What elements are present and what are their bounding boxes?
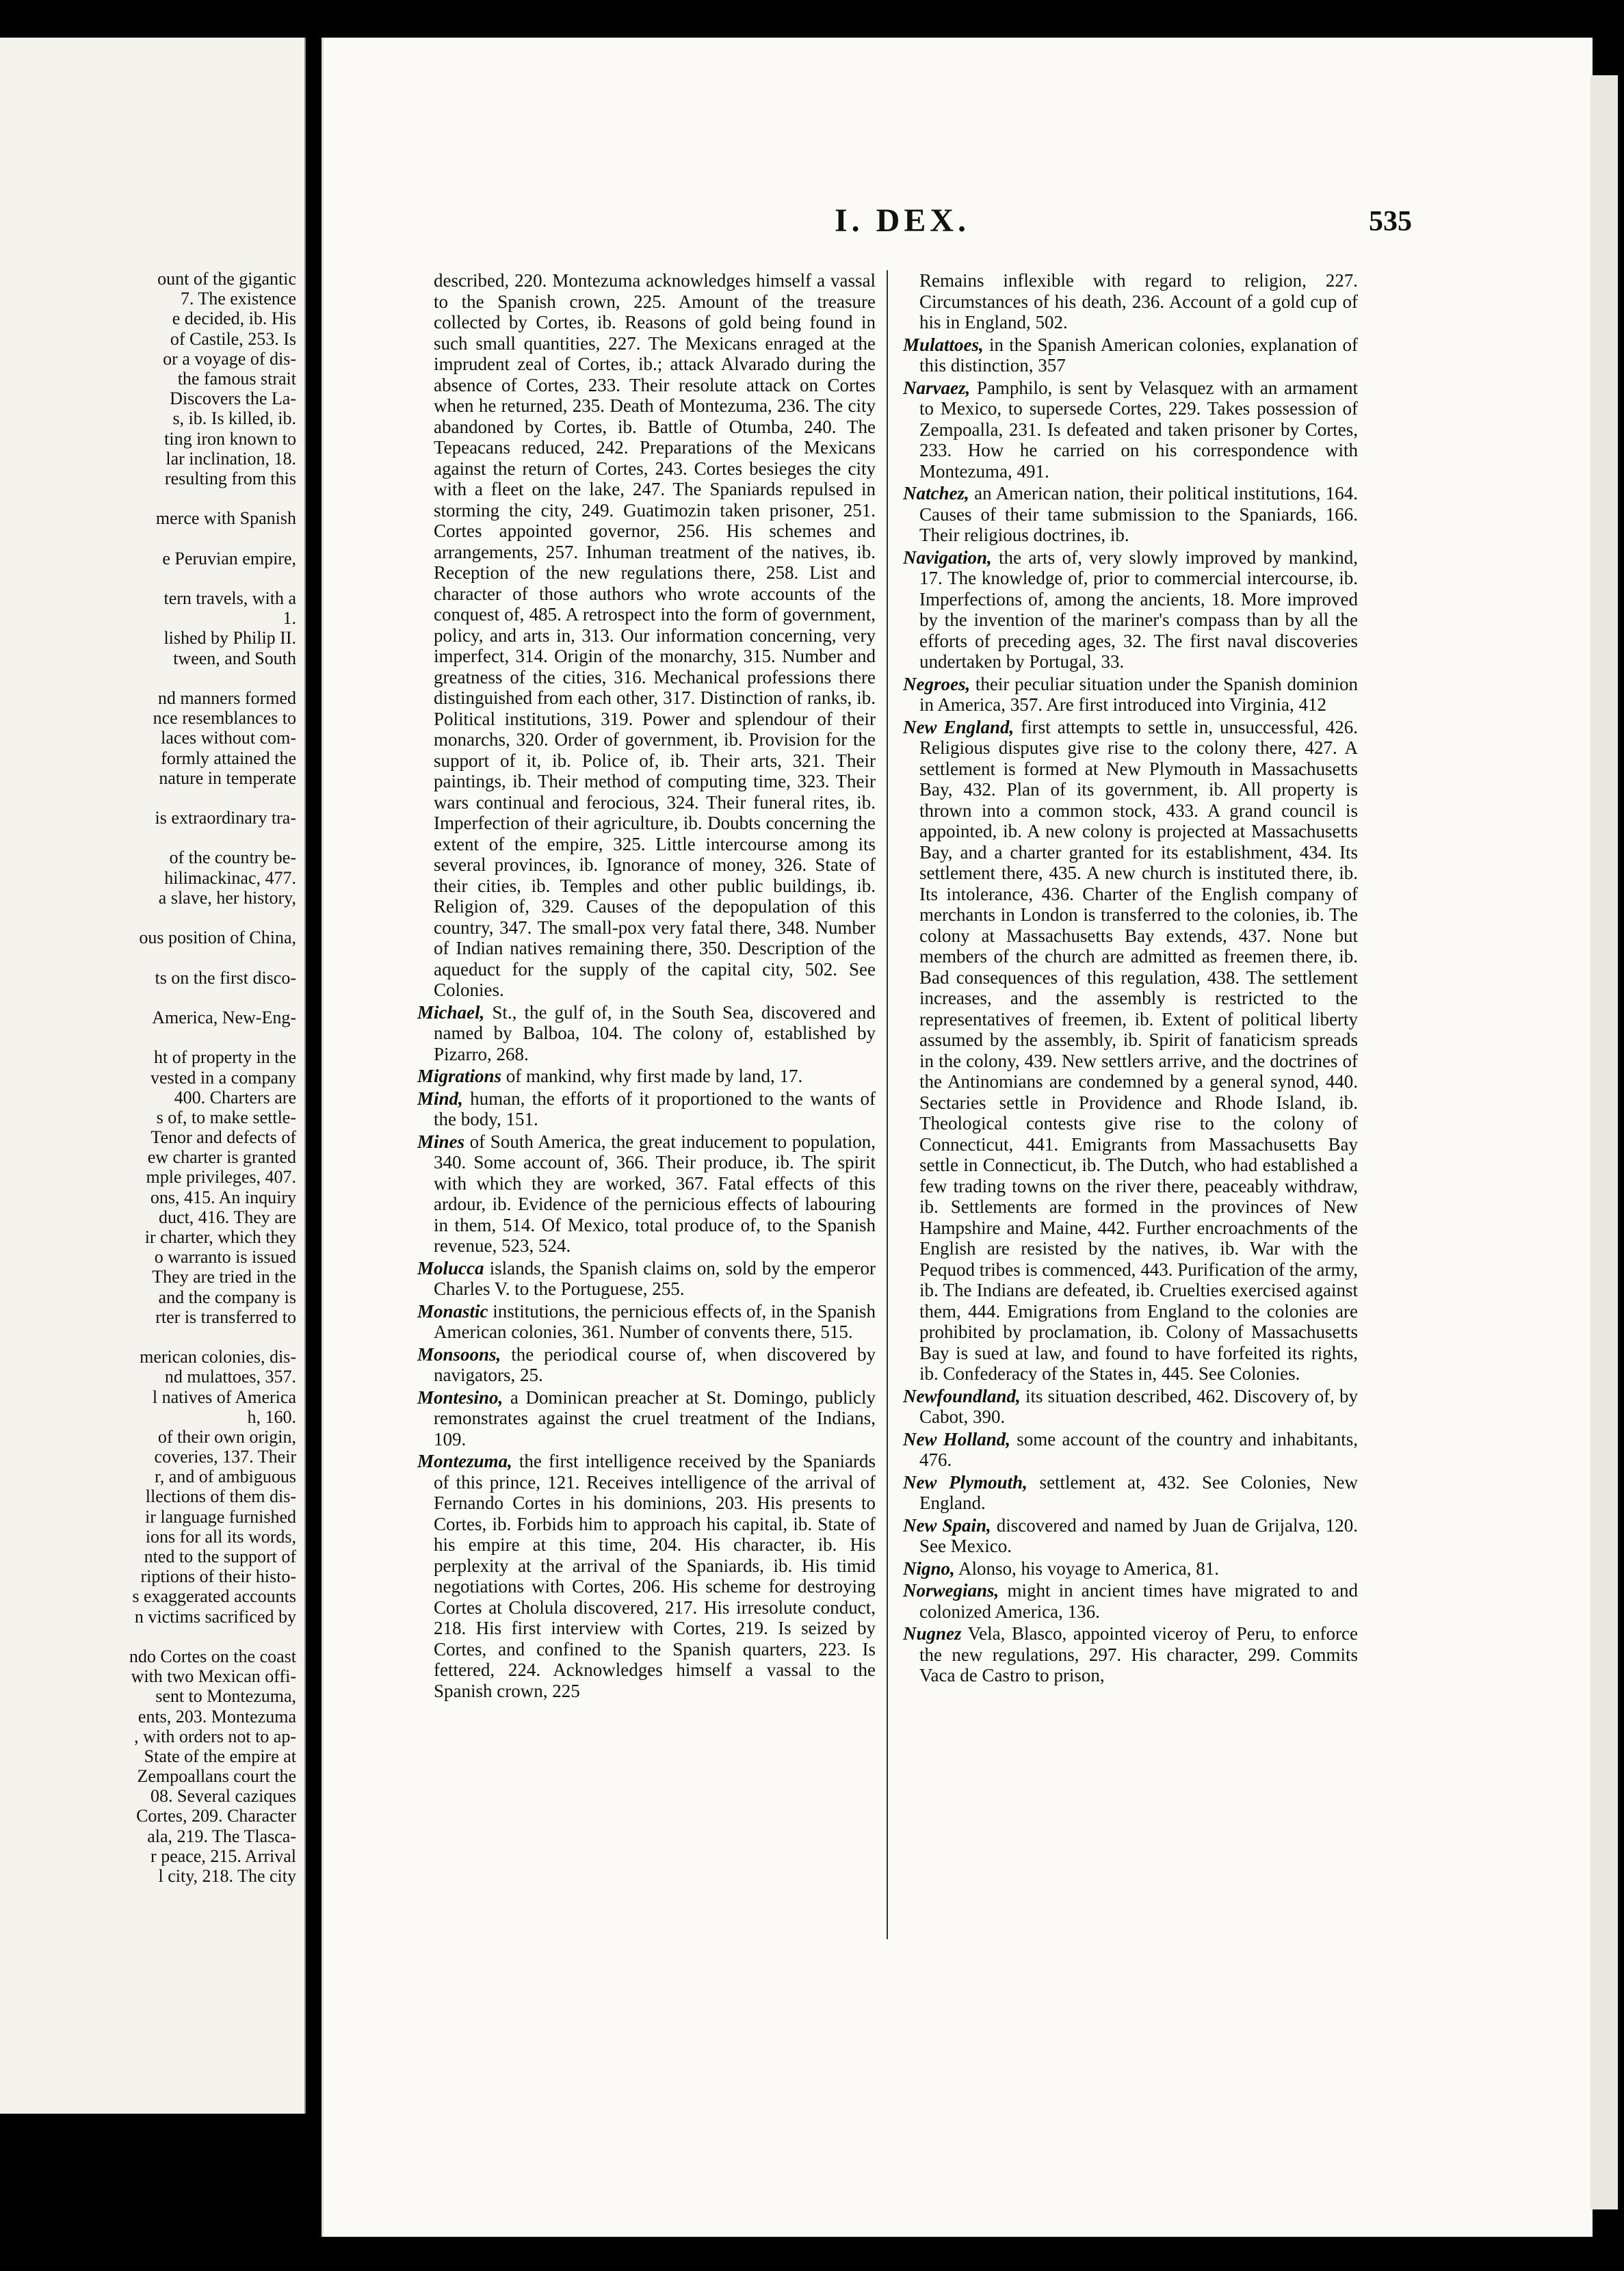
left-page-line: is extraordinary tra- [155, 808, 296, 828]
left-page-line: of their own origin, [157, 1426, 296, 1447]
left-page-line: ts on the first disco- [155, 967, 296, 988]
left-page-line: nd manners formed [157, 687, 296, 708]
left-page-line: vested in a company [150, 1067, 296, 1088]
left-page-line [2, 488, 296, 508]
index-term: Natchez, [903, 483, 969, 503]
left-page-line: merican colonies, dis- [140, 1347, 296, 1367]
index-text: islands, the Spanish claims on, sold by the emperor Charles V. to the Portuguese, 255. [434, 1257, 876, 1299]
index-text: their peculiar situation under the Spanish dominion in America, 357. Are first introduced into Virginia, 412 [919, 673, 1358, 715]
index-text: the arts of, very slowly improved by mankind, 17. The knowledge of, prior to commercial intercourse, ib. Imperfections of, among the ancients, 18. More improved by the invention of the mariner's compass than by all the efforts of preceding ages, 32. The first naval discoveries undertaken by Portugal, 33. [919, 547, 1358, 672]
left-page-line: s of, to make settle- [156, 1107, 296, 1127]
index-text: a Dominican preacher at St. Domingo, publicly remonstrates against the cruel treatment of the Indians, 109. [434, 1387, 876, 1449]
index-term: Norwegians, [903, 1580, 999, 1601]
index-term: Mines [417, 1131, 465, 1152]
left-page-line [2, 528, 296, 548]
index-text: of mankind, why first made by land, 17. [501, 1066, 803, 1086]
index-term: Migrations [417, 1066, 502, 1086]
index-entry [903, 1558, 1358, 1579]
left-page-line: sent to Montezuma, [155, 1686, 296, 1707]
column-rule [887, 270, 888, 1939]
index-entry [903, 1623, 1358, 1686]
index-text: Vela, Blasco, appointed viceroy of Peru, to enforce the new regulations, 297. His character, 299. Commits Vaca de Castro to prison, [919, 1623, 1358, 1685]
left-page-line: riptions of their histo- [140, 1566, 296, 1587]
page-edge [1590, 75, 1618, 2209]
index-term: Monastic [417, 1300, 488, 1322]
index-term: Navigation, [903, 547, 992, 568]
left-page-line: State of the empire at [144, 1746, 296, 1766]
left-page-line: l natives of America [152, 1387, 296, 1407]
left-page-line: Tenor and defects of [150, 1127, 296, 1148]
left-page-line: resulting from this [164, 468, 296, 488]
index-term: Mulattoes, [903, 334, 984, 355]
index-text: human, the efforts of it proportioned to the wants of the body, 151. [434, 1088, 876, 1129]
index-column-left [417, 270, 876, 1703]
left-page-line: laces without com- [161, 728, 296, 748]
index-term: Newfoundland, [903, 1385, 1021, 1406]
index-entry [417, 1387, 876, 1450]
index-entry [417, 1066, 876, 1087]
index-text: first attempts to settle in, unsuccessful, 426. Religious disputes give rise to the colony there, 427. A settlement is formed at New Plymouth in Massachusetts Bay, 432. Plan of its government, ib. All property is thrown into a common stock, 433. A grand council is appointed, ib. A new colony is projected at Massachusetts Bay, and a charter granted for its establishment, 434. Its settlement there, 435. A new church is instituted there, ib. Its intolerance, 436. Charter of the English company of merchants in London is transferred to the colonies, ib. The colony at Massachusetts Bay extends, 437. None but members of the church are admitted as freemen there, ib. Bad consequences of this regulation, 438. The settlement increases, and the assembly is restricted to the representatives of freemen, ib. Extent of political liberty assumed by the assembly, ib. Spirit of fanaticism spreads in the colony, 439. New settlers arrive, and the doctrines of the Antinomians are condemned by a general synod, 440. Sectaries settle in Providence and Rhode Island, ib. Theological contests give rise to the colony of Connecticut, 441. Emigrants from Massachusetts Bay settle in Connecticut, ib. The Dutch, who had established a few trading towns on the river there, peaceably withdraw, ib. Settlements are formed in the provinces of New Hampshire and Maine, 442. Further encroachments of the English are resisted by the natives, ib. War with the Pequod tribes is commenced, 443. Purification of the army, ib. The Indians are defeated, ib. Cruelties exercised against them, 444. Emigrations from England to the colonies are prohibited by proclamation, ib. Colony of Massachusetts Bay is sued at law, and found to have forfeited its rights, ib. Confederacy of the States in, 445. See Colonies. [919, 716, 1358, 1384]
index-entry [903, 1580, 1358, 1622]
index-term: Monsoons, [417, 1343, 501, 1365]
left-page-line: s exaggerated accounts [132, 1586, 296, 1607]
index-entry [903, 1515, 1358, 1557]
index-text: St., the gulf of, in the South Sea, discovered and named by Balboa, 104. The colony of, established by Pizarro, 268. [434, 1001, 876, 1064]
left-page-line: the famous strait [177, 368, 296, 389]
left-page-line: r, and of ambiguous [155, 1467, 296, 1487]
index-text: its situation described, 462. Discovery of, by Cabot, 390. [919, 1385, 1358, 1427]
left-page-line: a slave, her history, [158, 887, 296, 908]
left-page-line: hilimackinac, 477. [164, 867, 296, 888]
left-page-line: ir charter, which they [144, 1227, 296, 1247]
index-entry [903, 1472, 1358, 1514]
left-page-line: Discovers the La- [170, 389, 296, 409]
left-page-line: , with orders not to ap- [134, 1726, 296, 1746]
left-page-line [2, 568, 296, 588]
index-text: settlement at, 432. See Colonies, New England. [919, 1471, 1358, 1513]
left-page-line: tween, and South [173, 648, 296, 668]
index-text: might in ancient times have migrated to and colonized America, 136. [919, 1580, 1358, 1622]
index-entry [903, 270, 1358, 333]
index-entry [417, 1002, 876, 1065]
left-page-line: tern travels, with a [163, 588, 296, 608]
left-page-line: l city, 218. The city [158, 1866, 296, 1886]
left-page-line: ount of the gigantic [157, 269, 296, 289]
index-text: described, 220. Montezuma acknowledges himself a vassal to the Spanish crown, 225. Amount of the treasure collected by Cortes, ib. Reasons of gold being found in such small quantities, 227. The Mexicans enraged at the imprudent zeal of Cortes, ib.; attack Alvarado during the absence of Cortes, 233. Their resolute attack on Cortes when he returned, 235. Death of Montezuma, 236. The city abandoned by Cortes, ib. Battle of Otumba, 240. The Tepeacans reduced, 242. Preparations of the Mexicans against the return of Cortes, 243. Cortes besieges the city with a fleet on the lake, 247. The Spaniards repulsed in storming the city, 249. Guatimozin taken prisoner, 251. Cortes appointed governor, 256. His schemes and arrangements, 257. Inhuman treatment of the natives, ib. Reception of the new regulations there, 258. List and character of those authors who wrote accounts of the conquest of, 485. A retrospect into the form of government, policy, and arts in, 313. Our information concerning, very imperfect, 314. Origin of the monarchy, 315. Number and greatness of the cities, 316. Mechanical professions there distinguished from each other, 317. Distinction of ranks, ib. Political institutions, 319. Power and splendour of their monarchs, 320. Order of government, ib. Provision for the support of it, ib. Police of, ib. Their arts, 321. Their paintings, ib. Their method of computing time, 323. Their wars continual and ferocious, 324. Their funeral rites, ib. Imperfection of their agriculture, ib. Doubts concerning the extent of the empire, 325. Little intercourse among its several provinces, ib. Ignorance of money, 326. State of their cities, ib. Temples and other public buildings, ib. Religion of, 329. Causes of the depopulation of this country, 347. The small-pox very fatal there, 348. Number of Indian natives remaining there, 350. Description of the aqueduct for the supply of the capital city, 502. See Colonies. [434, 270, 876, 1000]
index-term: Montezuma, [417, 1451, 512, 1471]
left-page-line: ous position of China, [139, 928, 296, 948]
index-term: Molucca [417, 1257, 484, 1278]
index-entry [417, 1088, 876, 1130]
index-entry [417, 1258, 876, 1300]
left-page-line: formly attained the [161, 748, 296, 768]
index-entry [903, 334, 1358, 376]
left-page-line: lar inclination, 18. [166, 448, 296, 469]
index-text: the first intelligence received by the Spaniards of this prince, 121. Receives intelligence of the arrival of Fernando Cortes in his dominions, 203. His presents to Cortes, ib. Forbids him to approach his capital, ib. State of his empire at this time, 204. His character, ib. His perplexity at the arrival of the Spaniards, ib. His timid negotiations with Cortes, 206. His scheme for destroying Cortes at Cholula discovered, 217. His irresolute conduct, 218. His first interview with Cortes, 219. Is seized by Cortes, and confined to the Spanish quarters, 223. Is fettered, 224. Acknowledges himself a vassal to the Spanish crown, 225 [434, 1451, 876, 1701]
left-page-line [2, 788, 296, 808]
left-page-line: nted to the support of [144, 1547, 296, 1566]
index-term: Nugnez [903, 1623, 962, 1644]
left-page-line: nce resemblances to [153, 708, 296, 728]
index-text: discovered and named by Juan de Grijalva, 120. See Mexico. [919, 1514, 1358, 1556]
left-page-line: ents, 203. Montezuma [137, 1706, 296, 1727]
index-entry [417, 1301, 876, 1343]
left-page-line: ions for all its words, [145, 1526, 296, 1547]
left-page-line: They are tried in the [152, 1267, 296, 1287]
index-entry [903, 717, 1358, 1384]
left-page-text [2, 269, 296, 1886]
index-text: in the Spanish American colonies, explanation of this distinction, 357 [919, 334, 1358, 376]
left-page-line [2, 1027, 296, 1047]
index-term: Negroes, [903, 673, 971, 694]
page-number: 535 [1369, 206, 1412, 237]
left-page-line: ir language furnished [145, 1506, 296, 1527]
left-page-line: Cortes, 209. Character [136, 1806, 296, 1826]
left-page-line [2, 988, 296, 1008]
left-page-line: n victims sacrificed by [134, 1606, 296, 1627]
left-page-line: coveries, 137. Their [154, 1447, 296, 1467]
left-page-line: mple privileges, 407. [146, 1167, 296, 1187]
left-page-line: ht of property in the [154, 1047, 296, 1068]
left-page-line: nature in temperate [159, 767, 296, 788]
left-page-line: of the country be- [169, 848, 296, 868]
left-page-line: r peace, 215. Arrival [150, 1846, 296, 1866]
left-page-line: ala, 219. The Tlasca- [147, 1826, 296, 1846]
left-page-line: and the company is [158, 1287, 296, 1307]
left-page-line: 7. The existence [180, 289, 296, 309]
index-term: Narvaez, [903, 377, 971, 398]
left-page-line: e Peruvian empire, [162, 548, 296, 568]
index-entry [417, 1451, 876, 1701]
index-text: of South America, the great inducement to population, 340. Some account of, 366. Their produce, ib. The spirit with which they are worked, 367. Fatal effects of this ardour, ib. Evidence of the pernicious effects of labouring in them, 514. Of Mexico, total produce of, to the Spanish revenue, 523, 524. [434, 1131, 876, 1256]
left-page-line: lished by Philip II. [163, 628, 296, 648]
left-page-line: e decided, ib. His [172, 309, 296, 329]
index-term: Montesino, [417, 1387, 503, 1408]
left-page-line: rter is transferred to [155, 1307, 296, 1327]
left-page-line [2, 828, 296, 848]
left-page-line: nd mulattoes, 357. [164, 1367, 296, 1387]
left-page-line: America, New-Eng- [152, 1007, 296, 1027]
left-page-line: llections of them dis- [145, 1486, 296, 1507]
left-page-line: 400. Charters are [174, 1087, 296, 1107]
left-page-line: ndo Cortes on the coast [129, 1646, 296, 1666]
left-page-line [2, 668, 296, 688]
index-text: an American nation, their political institutions, 164. Causes of their tame submission to the Spaniards, 166. Their religious doctrines, ib. [919, 483, 1358, 545]
left-page-line [2, 1327, 296, 1347]
index-term: Mind, [417, 1088, 463, 1109]
index-term: Nigno, [903, 1558, 955, 1579]
left-page-line: duct, 416. They are [159, 1207, 296, 1227]
left-page-line: or a voyage of dis- [163, 348, 296, 369]
index-term: New England, [903, 716, 1014, 737]
index-term: New Holland, [903, 1428, 1011, 1449]
running-header: I. DEX. [835, 202, 971, 239]
index-entry [903, 378, 1358, 482]
index-text: the periodical course of, when discovered by navigators, 25. [434, 1343, 876, 1385]
left-page-line: 08. Several caziques [150, 1786, 296, 1807]
index-entry [903, 674, 1358, 716]
index-text: Remains inflexible with regard to religion, 227. Circumstances of his death, 236. Account of a gold cup of his in England, 502. [919, 270, 1358, 332]
left-page-line: ew charter is granted [147, 1147, 296, 1168]
left-page-line: Zempoallans court the [137, 1766, 296, 1787]
left-page-line: 1. [283, 608, 296, 629]
index-entry [417, 1131, 876, 1257]
index-entry [903, 483, 1358, 546]
index-text: some account of the country and inhabitants, 476. [919, 1428, 1358, 1470]
index-term: Michael, [417, 1001, 485, 1023]
left-page-line: ons, 415. An inquiry [150, 1187, 296, 1207]
index-entry [417, 270, 876, 1001]
index-entry [903, 1429, 1358, 1471]
index-entry [417, 1344, 876, 1386]
left-page-line: of Castile, 253. Is [170, 328, 296, 349]
index-text: institutions, the pernicious effects of, in the Spanish American colonies, 361. Number of convents there, 515. [434, 1300, 876, 1342]
index-text: Alonso, his voyage to America, 81. [954, 1558, 1219, 1579]
left-page-line: with two Mexican offi- [131, 1666, 296, 1687]
left-page-line: merce with Spanish [155, 508, 296, 529]
left-page-line [2, 947, 296, 967]
index-term: New Plymouth, [903, 1471, 1027, 1493]
left-page [0, 38, 306, 2114]
index-entry [903, 547, 1358, 672]
index-term: New Spain, [903, 1514, 991, 1536]
left-page-line: o warranto is issued [154, 1247, 296, 1268]
left-page-line [2, 908, 296, 928]
index-text: Pamphilo, is sent by Velasquez with an armament to Mexico, to supersede Cortes, 229. Takes possession of Zempoalla, 231. Is defeated and taken prisoner by Cortes, 233. How he carried on his correspondence with Montezuma, 491. [919, 377, 1358, 482]
left-page-line: h, 160. [247, 1406, 296, 1427]
left-page-line: ting iron known to [164, 428, 296, 449]
left-page-line: s, ib. Is killed, ib. [172, 408, 296, 429]
left-page-line [2, 1627, 296, 1646]
index-entry [903, 1386, 1358, 1428]
index-column-right [903, 270, 1358, 1688]
